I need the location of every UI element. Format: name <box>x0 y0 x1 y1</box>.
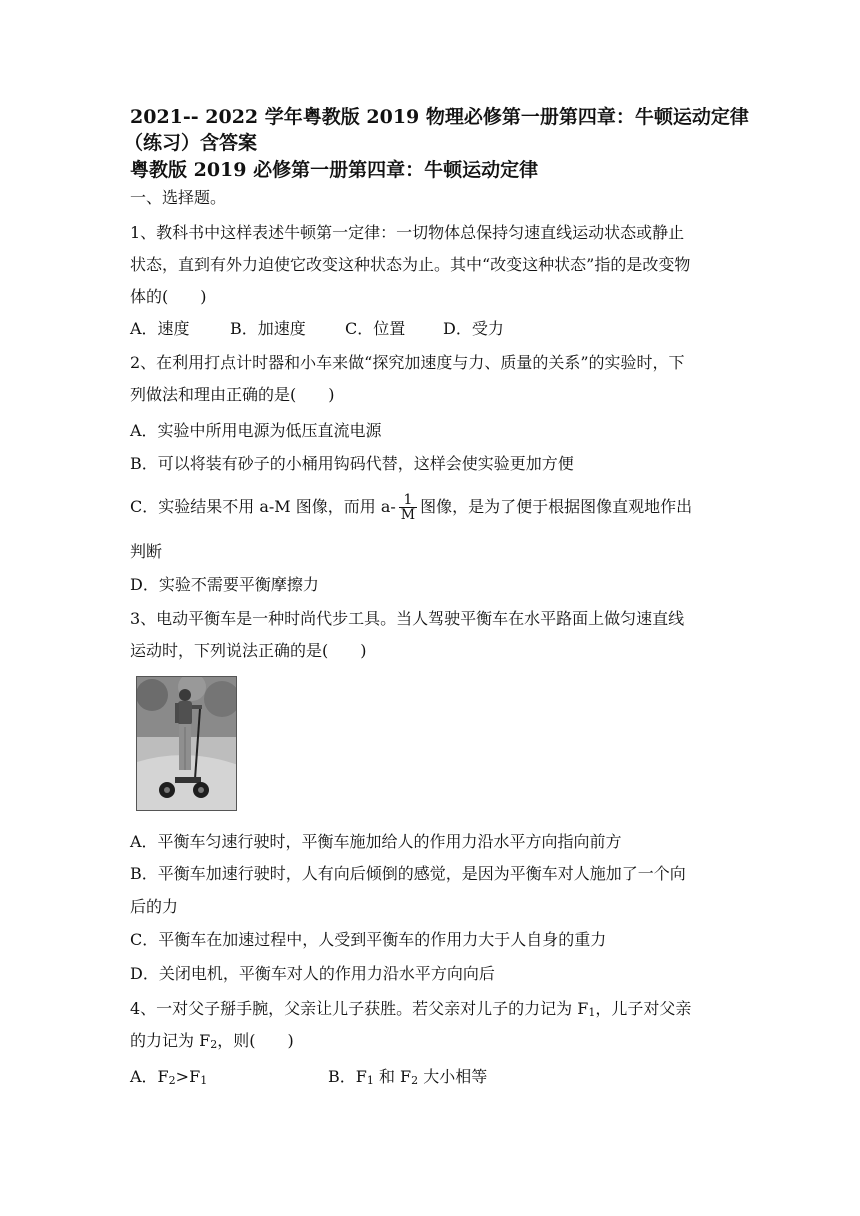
question-2-option-c-suffix: 图像，是为了便于根据图像直观地作出 <box>420 497 693 516</box>
fraction-numerator: 1 <box>399 493 417 508</box>
question-4-option-b <box>328 1066 487 1092</box>
subscript: 1 <box>200 1074 208 1087</box>
question-3-option-d: D．关闭电机，平衡车对人的作用力沿水平方向向后 <box>130 964 495 983</box>
question-2-line-1: 2、在利用打点计时器和小车来做“探究加速度与力、质量的关系”的实验时，下 <box>130 353 685 372</box>
fraction-denominator: M <box>400 507 416 523</box>
question-1-option-a: A．速度 <box>130 319 190 338</box>
document-title-line-2: （练习）含答案 <box>124 132 258 154</box>
question-4-line-2 <box>130 1030 740 1056</box>
subscript: 2 <box>168 1074 176 1087</box>
question-1-line-2: 状态，直到有外力迫使它改变这种状态为止。其中“改变这种状态”指的是改变物 <box>130 255 691 274</box>
question-4-option-a <box>130 1066 207 1092</box>
document-title-line-1: 2021-- 2022 学年粤教版 2019 物理必修第一册第四章：牛顿运动定律 <box>130 106 749 128</box>
option-b-tail: 大小相等 <box>418 1067 488 1086</box>
question-2-option-d: D．实验不需要平衡摩擦力 <box>130 575 319 594</box>
question-2-option-c-prefix: C．实验结果不用 a-M 图像，而用 a- <box>130 497 396 516</box>
question-2-option-b: B．可以将装有砂子的小桶用钩码代替，这样会使实验更加方便 <box>130 454 574 473</box>
subscript: 2 <box>411 1074 419 1087</box>
subscript: 1 <box>588 1006 596 1019</box>
question-4-line-2-tail: ，则( ) <box>217 1031 294 1050</box>
question-3-line-1: 3、电动平衡车是一种时尚代步工具。当人驾驶平衡车在水平路面上做匀速直线 <box>130 609 685 628</box>
question-3-option-a: A．平衡车匀速行驶时，平衡车施加给人的作用力沿水平方向指向前方 <box>130 832 622 851</box>
option-a-text: A．F <box>130 1067 169 1086</box>
option-a-mid: >F <box>175 1067 201 1086</box>
subscript: 2 <box>210 1038 218 1051</box>
question-4-line-1-text: 4、一对父子掰手腕，父亲让儿子获胜。若父亲对儿子的力记为 F <box>130 999 589 1018</box>
question-1-line-3: 体的( ) <box>130 287 207 306</box>
question-1-option-d: D．受力 <box>443 319 504 338</box>
question-3-line-2: 运动时，下列说法正确的是( ) <box>130 641 367 660</box>
document-subtitle: 粤教版 2019 必修第一册第四章：牛顿运动定律 <box>130 159 539 181</box>
fraction-one-over-m <box>399 493 417 522</box>
question-1-option-c: C．位置 <box>345 319 406 338</box>
question-4-line-2-text: 的力记为 F <box>130 1031 211 1050</box>
option-b-mid: 和 F <box>373 1067 412 1086</box>
question-2-option-c-line-2: 判断 <box>130 542 163 561</box>
subscript: 1 <box>366 1074 374 1087</box>
section-heading: 一、选择题。 <box>130 188 227 207</box>
option-b-text: B．F <box>328 1067 367 1086</box>
question-3-option-b: B．平衡车加速行驶时，人有向后倾倒的感觉，是因为平衡车对人施加了一个向 <box>130 864 686 883</box>
question-1-line-1: 1、教科书中这样表述牛顿第一定律：一切物体总保持匀速直线运动状态或静止 <box>130 223 685 242</box>
question-4-line-1-tail: ，儿子对父亲 <box>595 999 692 1018</box>
segway-rider-illustration <box>137 677 237 811</box>
segway-rider-photo <box>136 676 237 811</box>
question-2-option-a: A．实验中所用电源为低压直流电源 <box>130 421 382 440</box>
question-3-option-b-line-2: 后的力 <box>130 897 179 916</box>
question-3-option-c: C．平衡车在加速过程中，人受到平衡车的作用力大于人自身的重力 <box>130 930 607 949</box>
question-1-option-b: B．加速度 <box>230 319 306 338</box>
question-2-option-c <box>130 488 740 526</box>
question-4-line-1 <box>130 998 740 1024</box>
question-2-line-2: 列做法和理由正确的是( ) <box>130 385 335 404</box>
